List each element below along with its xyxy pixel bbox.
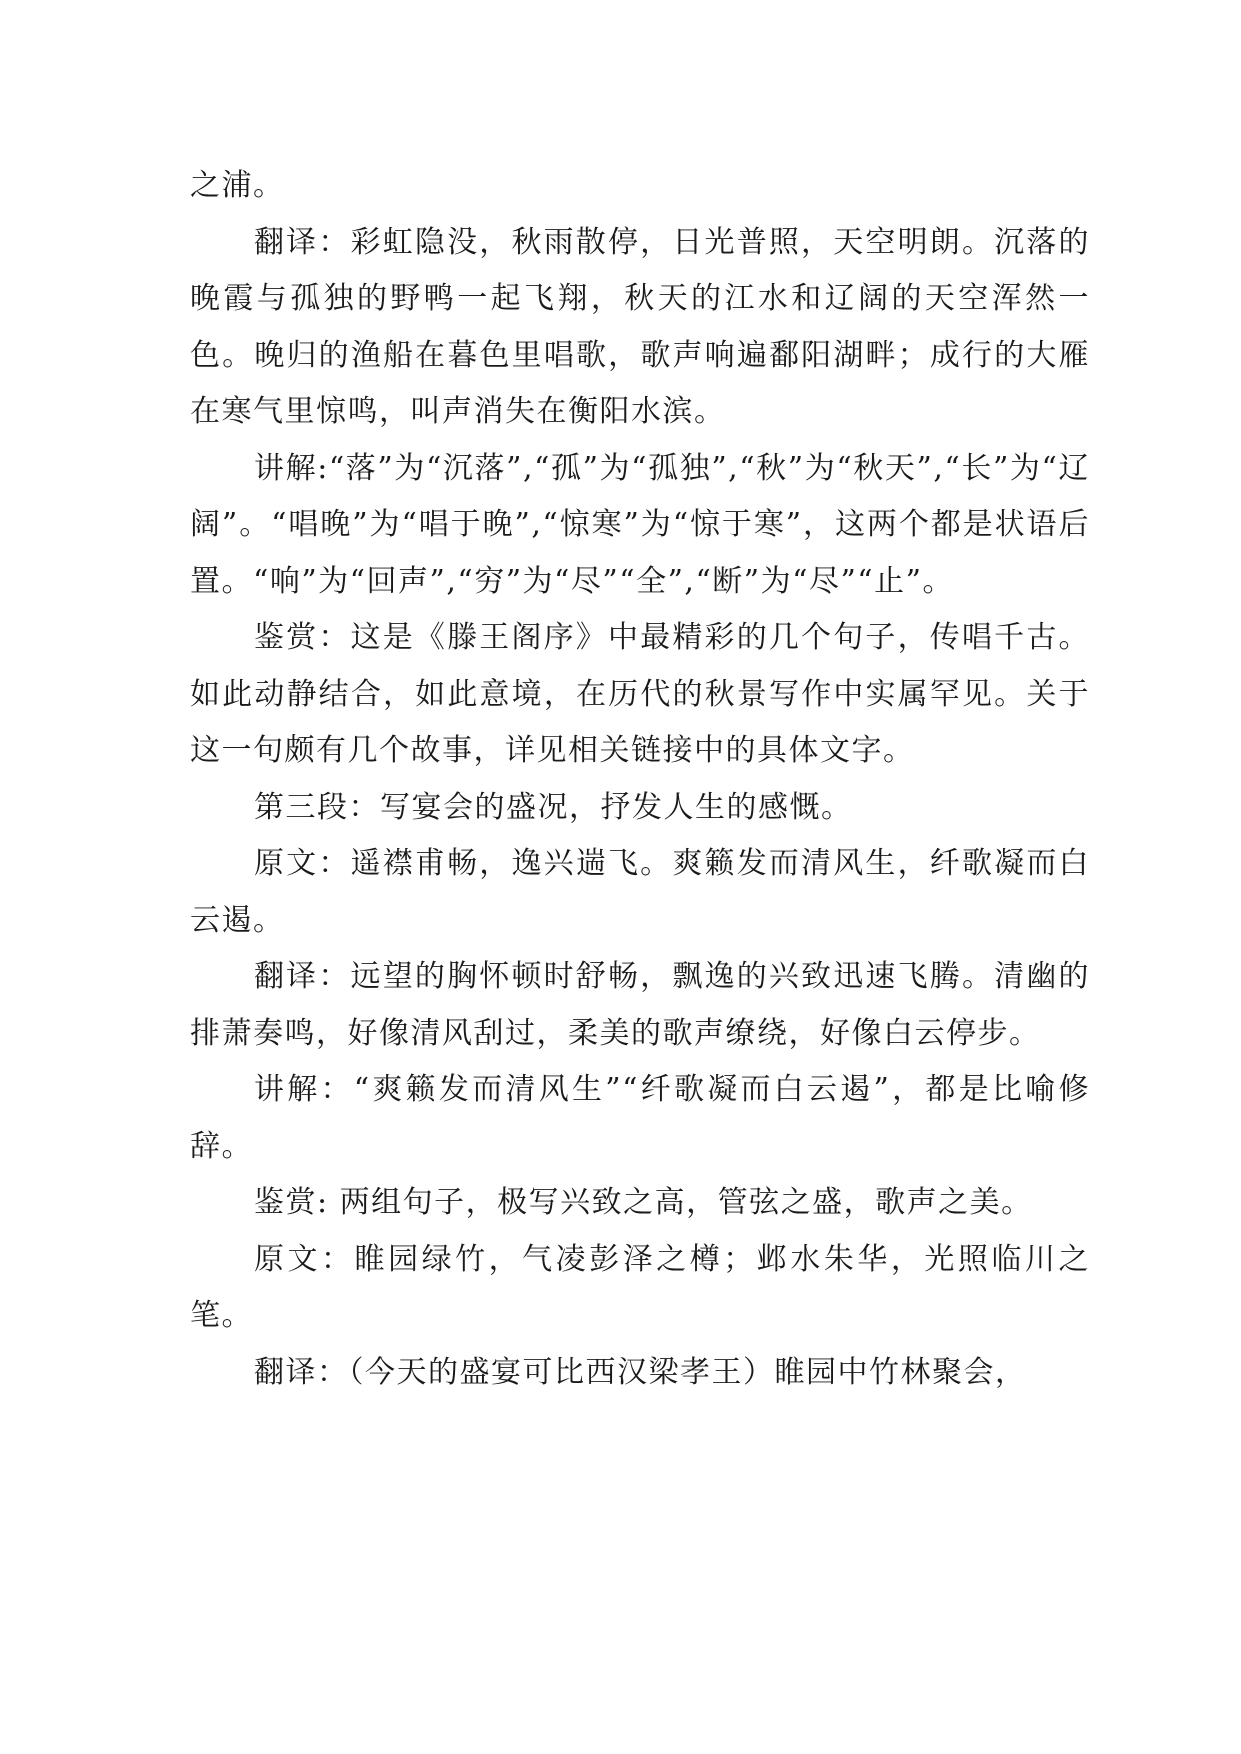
paragraph-explanation-1: 讲解:“落”为“沉落”,“孤”为“孤独”,“秋”为“秋天”,“长”为“辽阔”。“唱晚”为“唱于晚”,“惊寒”为“惊于寒”，这两个都是状语后置。“响”为“回声”,“穷”为“尽”“全”,“断”为“尽”“止”。 bbox=[190, 450, 1090, 599]
paragraph-translation-3: 翻译：（今天的盛宴可比西汉梁孝王）睢园中竹林聚会， bbox=[254, 1354, 1027, 1390]
paragraph-appreciation-1: 鉴赏：这是《滕王阁序》中最精彩的几个句子，传唱千古。如此动静结合，如此意境，在历代的秋景写作中实属罕见。关于这一句颇有几个故事，详见相关链接中的具体文字。 bbox=[190, 620, 1090, 768]
paragraph-original-2: 原文：睢园绿竹，气凌彭泽之樽；邺水朱华，光照临川之笔。 bbox=[190, 1241, 1090, 1333]
paragraph-section-heading: 第三段：写宴会的盛况，抒发人生的感慨。 bbox=[254, 789, 853, 825]
paragraph-translation-1: 翻译：彩虹隐没，秋雨散停，日光普照，天空明朗。沉落的晚霞与孤独的野鸭一起飞翔，秋天的江水和辽阔的天空浑然一色。晚归的渔船在暮色里唱歌，歌声响遍鄱阳湖畔；成行的大雁在寒气里惊鸣，叫声消失在衡阳水滨。 bbox=[190, 224, 1090, 429]
paragraph-explanation-2: 讲解：“爽籁发而清风生”“纤歌凝而白云遏”，都是比喻修辞。 bbox=[190, 1072, 1090, 1164]
paragraph-appreciation-2: 鉴赏: 两组句子，极写兴致之高，管弦之盛，歌声之美。 bbox=[254, 1185, 1033, 1220]
document-body bbox=[190, 158, 1090, 1401]
paragraph-continuation: 之浦。 bbox=[190, 168, 285, 203]
paragraph-original-1: 原文：遥襟甫畅，逸兴遄飞。爽籁发而清风生，纤歌凝而白云遏。 bbox=[190, 846, 1090, 938]
paragraph-translation-2: 翻译：远望的胸怀顿时舒畅，飘逸的兴致迅速飞腾。清幽的排萧奏鸣，好像清风刮过，柔美的歌声缭绕，好像白云停步。 bbox=[190, 959, 1090, 1051]
